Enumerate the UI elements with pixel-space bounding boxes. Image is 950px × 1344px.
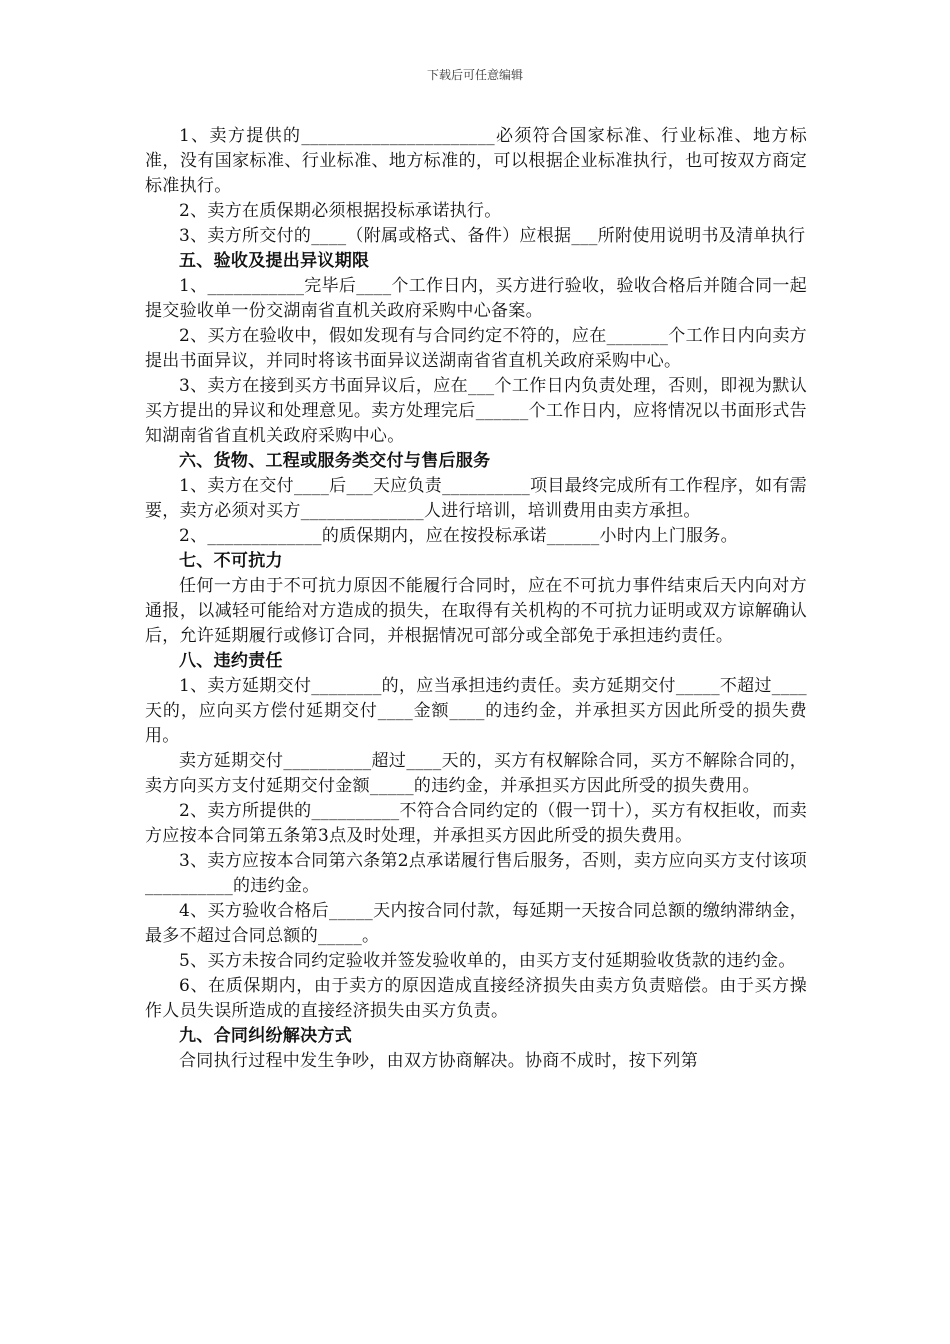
- section-heading: 九、合同纠纷解决方式: [179, 1026, 352, 1046]
- section-heading: 八、违约责任: [179, 651, 283, 671]
- paragraph: 2、卖方在质保期必须根据投标承诺执行。: [179, 201, 502, 221]
- paragraph: 4、买方验收合格后_____天内按合同付款，每延期一天按合同总额的缴纳滞纳金，最多不超过合同总额的_____。: [145, 901, 807, 946]
- paragraph: 卖方延期交付__________超过____天的，买方有权解除合同，买方不解除合同的，卖方向买方支付延期交付金额_____的违约金，并承担买方因此所受的损失费用。: [145, 751, 807, 796]
- paragraph: 2、卖方所提供的__________不符合合同约定的（假一罚十），买方有权拒收，而卖方应按本合同第五条第3点及时处理，并承担买方因此所受的损失费用。: [145, 801, 807, 846]
- section-heading: 六、货物、工程或服务类交付与售后服务: [179, 451, 491, 471]
- section-heading: 五、验收及提出异议期限: [179, 251, 370, 271]
- page-header: 下载后可任意编辑: [426, 68, 523, 82]
- paragraph: 3、卖方应按本合同第六条第2点承诺履行售后服务，否则，卖方应向买方支付该项__________的违约金。: [145, 851, 807, 896]
- paragraph: 2、买方在验收中，假如发现有与合同约定不符的，应在_______个工作日内向卖方提出书面异议，并同时将该书面异议送湖南省省直机关政府采购中心。: [145, 326, 807, 371]
- paragraph: 1、卖方延期交付________的，应当承担违约责任。卖方延期交付_____不超过____天的，应向买方偿付延期交付____金额____的违约金，并承担买方因此所受的损失费用。: [145, 676, 807, 746]
- paragraph: 6、在质保期内，由于卖方的原因造成直接经济损失由卖方负责赔偿。由于买方操作人员失误所造成的直接经济损失由买方负责。: [145, 976, 807, 1021]
- paragraph: 1、卖方提供的______________________必须符合国家标准、行业标准、地方标准，没有国家标准、行业标准、地方标准的，可以根据企业标准执行，也可按双方商定标准执行。: [145, 126, 807, 196]
- paragraph: 3、卖方在接到买方书面异议后，应在___个工作日内负责处理，否则，即视为默认买方提出的异议和处理意见。卖方处理完后______个工作日内，应将情况以书面形式告知湖南省省直机关政府采购中心。: [145, 376, 807, 446]
- paragraph: 3、卖方所交付的____（附属或格式、备件）应根据___所附使用说明书及清单执行: [179, 226, 806, 246]
- paragraph: 1、___________完毕后____个工作日内，买方进行验收，验收合格后并随合同一起提交验收单一份交湖南省直机关政府采购中心备案。: [145, 276, 807, 321]
- paragraph: 2、_____________的质保期内，应在按投标承诺______小时内上门服务。: [179, 526, 738, 546]
- section-heading: 七、不可抗力: [179, 551, 283, 571]
- paragraph: 合同执行过程中发生争吵，由双方协商解决。协商不成时，按下列第: [179, 1051, 698, 1071]
- paragraph: 5、买方未按合同约定验收并签发验收单的，由买方支付延期验收货款的违约金。: [179, 951, 796, 971]
- paragraph: 任何一方由于不可抗力原因不能履行合同时，应在不可抗力事件结束后天内向对方通报，以减轻可能给对方造成的损失，在取得有关机构的不可抗力证明或双方谅解确认后，允许延期履行或修订合同，并根据情况可部分或全部免于承担违约责任。: [145, 576, 807, 646]
- document-body: [145, 124, 807, 1074]
- paragraph: 1、卖方在交付____后___天应负责__________项目最终完成所有工作程序，如有需要，卖方必须对买方______________人进行培训，培训费用由卖方承担。: [145, 476, 807, 521]
